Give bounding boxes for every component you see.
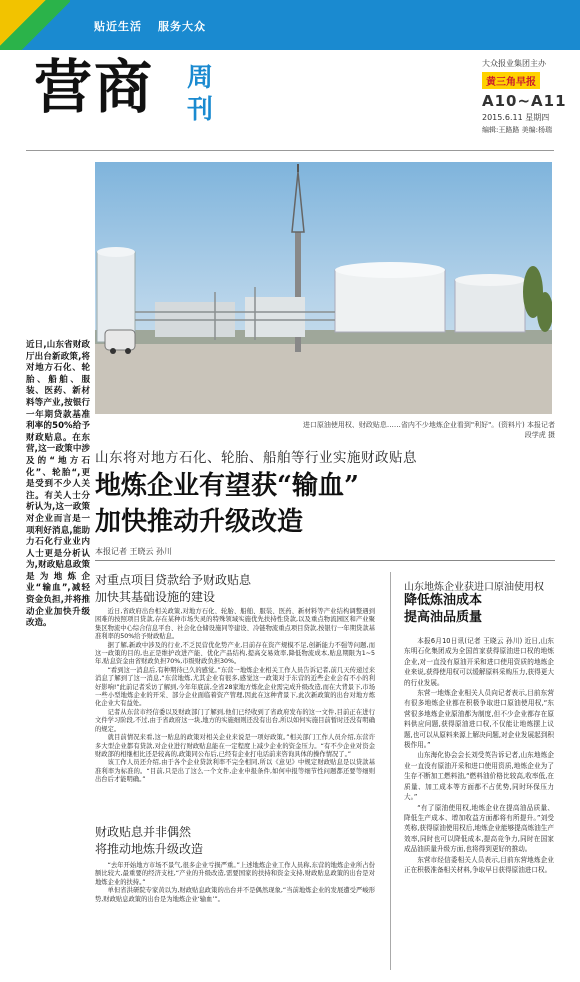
sidebar-title-line-1: 降低炼油成本 — [404, 593, 483, 608]
header-divider — [26, 150, 554, 151]
slogan-left: 贴近生活 — [94, 20, 142, 33]
top-banner — [0, 0, 580, 50]
publisher: 大众报业集团主办 — [482, 59, 546, 68]
headline-line-1: 地炼企业有望获“输血” — [95, 471, 359, 501]
refinery-illustration — [95, 162, 552, 414]
page-numbers: A10~A11 — [482, 92, 567, 110]
subheading-2 — [95, 824, 375, 858]
sidebar-title-line-2: 提高油品质量 — [404, 610, 483, 625]
paragraph: “有了原油使用权,地炼企业在提高油品质量、降低生产成本、增加收益方面都将有所提升。”刘受英称,获得原油使用权后,地炼企业能够提高炼油生产效率,同时也可以降低成本,提高竞争力,同时在国家成品油质量升级方面,也将得到更好的推动。 — [404, 803, 554, 854]
article-headline — [95, 468, 555, 540]
edition-info — [482, 58, 580, 135]
masthead — [0, 50, 580, 148]
subheading-1-line-2: 加快其基础设施的建设 — [95, 590, 216, 604]
article-kicker: 山东将对地方石化、轮胎、船舶等行业实施财政贴息 — [95, 450, 417, 466]
photo-caption: 进口原油使用权、财政贴息……省内不少地炼企业看到"利好"。(资料片) 本报记者 段学虎 摄 — [302, 421, 555, 439]
paragraph: 就目前情况来看,这一贴息的政策对相关企业来说是一项好政策。”相关部门工作人员介绍,东营许多大型企业都有贷款,对企业进行财政贴息能在一定程度上减少企业的资金压力。“有不少企业对资金财政部的相继相比还是较高的,政策同公布后,已经有企业打电话前来咨询具体的操作情况了。” — [95, 734, 375, 758]
paragraph: 山东海化协会会长刘受英告诉记者,山东地炼企业一直没有原油开采和进口使用资质,地炼企业为了生存不断加工燃料油,“燃料油价格比较高,收率低,在质量、加工成本等方面都不占优势,同时环保压力大。” — [404, 751, 554, 802]
paragraph: “去年开始地方市场不景气,很多企业亏损严重。”上述地炼企业工作人员称,东营的地炼企业所占份额比较大,最重要的经济支柱,“产业的升级改造,需要国家的扶持和资金支持,财政贴息政策的出台是对地炼企业的扶持。” — [95, 862, 375, 886]
issue-date: 2015.6.11 星期四 — [482, 113, 550, 122]
sidebar-kicker: 山东地炼企业获进口原油使用权 — [404, 582, 544, 593]
subheading-1-line-1: 对重点项目贷款给予财政贴息 — [95, 573, 252, 587]
newspaper-brand: 黄三角早报 — [482, 72, 540, 89]
paragraph: 东营一地炼企业相关人员向记者表示,目前东营有很多地炼企业都在积极争取进口原油使用权,“东营很多地炼企业原油都为制度,但不少企业都存在原料供应问题,获得原油进口权,不仅能让地炼摆上议题,也可以从原料来源上解决问题,对企业发展起到积极作用。” — [404, 689, 554, 750]
subheading-2-line-1: 财政贴息并非偶然 — [95, 825, 192, 839]
subheading-1 — [95, 572, 375, 606]
paragraph: 东营市经信委相关人员表示,目前东营地炼企业正在积极准备相关材料,争取早日获得原油进口权。 — [404, 855, 554, 874]
paragraph: 该工作人员还介绍,由于各个企业贷款利率不完全相同,所以《意见》中规定财政贴息是以贷款基准利率为标准的。“目前,只是出了这么一个文件,企业申报条件,如何申报等细节性问题都还要等细则出台后才能明确。” — [95, 759, 375, 784]
article-body-part-2 — [95, 862, 375, 904]
masthead-title: 营商 — [34, 53, 155, 121]
paragraph: 记者从东营市经信委以及财政部门了解到,他们已经收到了省政府发布的这一文件,目前正在进行文件学习阶段,不过,由于省政府这一块,地方的实施细则还没有出台,所以如何实施目前暂时还没有明确的规定。 — [95, 708, 375, 733]
paragraph: 近日,省政府出台相关政策,对地方石化、轮胎、船舶、服装、医药、新材料等产业结构调整遇到困难的按照项目贷款,存在某种市场失灵的特殊领域实施优先扶持性贷款,以及重点物流园区和产业聚集区物流中心综合信息平台、社会化仓储设施同等建设、冷链物流重点项目贷款,按银行一年期贷款基准利率的50%给予财政贴息。 — [95, 608, 375, 641]
lead-summary-column: 近日,山东省财政厅出台新政策,将对地方石化、轮胎、船舶、服装、医药、新材料等产业,按银行一年期贷款基准利率的50%给予财政贴息。在东营,这一政策中涉及的“地方石化”、轮胎“,更是受到不少人关注。有关人士分析认为,这一政策对企业而言是一项利好消息,能助力石化行业业内人士更是分析认为,财政贴息政策是为地炼企业“输血”,减轻资金负担,并将推动企业加快升级改造。 — [26, 340, 90, 629]
paragraph: “看到这一消息后,有种期待已久的感觉。”东营一地炼企业相关工作人员告诉记者,前几天传递过来消息了解到了这一消息,“东营地炼,尤其企业有很多,感觉这一政策对于东营的近些企业会有不小的利好影响!”此前记者采访了解到,今年年底前,全省28家地方炼化企业需完成升级改造,而在大背景下,市场一些小型地炼企业的开采、部分企业面临着资产管理,因此在这种背景下,此次新政策的出台对地方炼化企业大有益处。 — [95, 666, 375, 708]
masthead-subtitle: 周刊 — [186, 63, 213, 125]
paragraph: 据了解,新政中涉及的行业,不乏民营优化势产业,目前存在资产规模不足,创新能力不强等问题,而这一政策的目的,也正是维护改进产能、优化产品结构,提高交易效率,降低物流成本,贴息期限为1~5年,贴息资金由省财政负担70%,市级财政负担30%。 — [95, 641, 375, 666]
slogan-right: 服务大众 — [158, 20, 206, 33]
article-byline: 本报记者 王晓云 孙川 — [95, 547, 173, 556]
column-divider — [390, 572, 391, 970]
banner-color-stripe — [0, 0, 70, 50]
article-body-part-1 — [95, 608, 375, 785]
headline-divider — [95, 560, 555, 561]
sidebar-title — [404, 592, 554, 626]
paragraph: 单但省洪研院专家黄以为,财政贴息政策的出台并不是偶然现象,“当前地炼企业的发展遭受严峻形势,财政贴息政策的出台是为地炼企业‘输血’”。 — [95, 887, 375, 903]
subheading-2-line-2: 将推动地炼升级改造 — [95, 842, 204, 856]
headline-line-2: 加快推动升级改造 — [95, 507, 304, 537]
sidebar-body — [404, 636, 554, 875]
paragraph: 本报6月10日讯(记者 王晓云 孙川) 近日,山东东明石化集团成为全国首家获得原油进口权的地炼企业,对一直没有原油开采和进口使用资质的地炼企业来说,获得使用权可以缓解原料采购压力,获得更大的行业发展。 — [404, 637, 554, 687]
editor-line: 编辑:王路路 美编:杨瑞 — [482, 126, 552, 134]
refinery-photo — [95, 162, 552, 414]
